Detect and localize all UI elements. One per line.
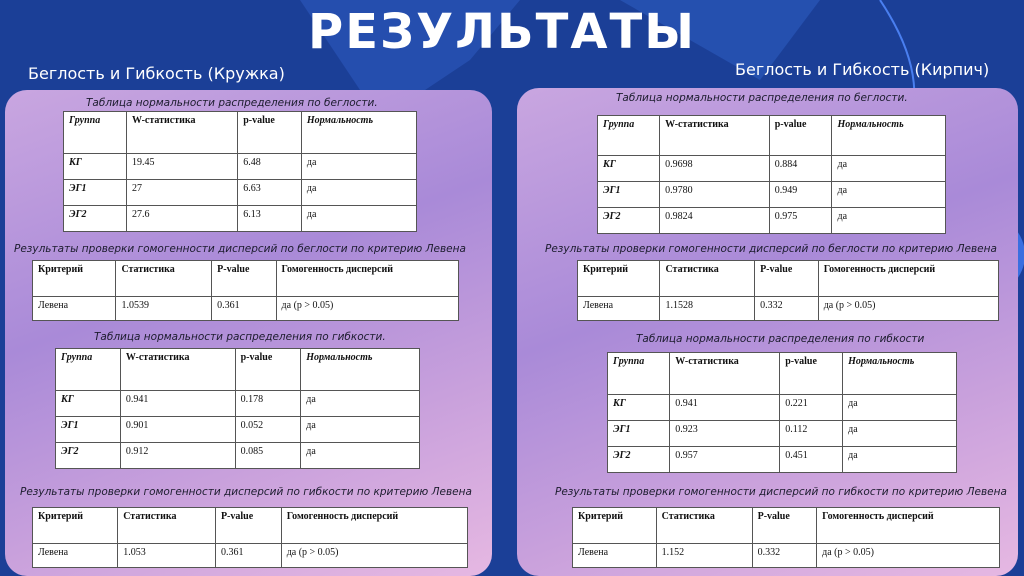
table-row (573, 544, 1000, 568)
table-cell: КГ (608, 395, 670, 421)
header-cell: P-value (215, 508, 281, 544)
table-cell: да (843, 395, 957, 421)
header-cell: Группа (56, 349, 121, 391)
table-cell: 27 (126, 180, 237, 206)
table-cell: 0.884 (769, 156, 832, 182)
table-row (56, 391, 420, 417)
header-cell: Нормальность (301, 349, 420, 391)
levene-table-flexibility-left (32, 507, 468, 568)
caption: Результаты проверки гомогенности дисперсий по гибкости по критерию Левена (20, 486, 472, 498)
levene-table-fluency-right (577, 260, 999, 321)
table-cell: 0.901 (120, 417, 235, 443)
table-cell: 0.052 (235, 417, 301, 443)
table-cell: да (843, 421, 957, 447)
normality-table-flexibility-right (607, 352, 957, 473)
header-cell: Гомогенность дисперсий (817, 508, 1000, 544)
table-cell: да (832, 208, 946, 234)
caption: Результаты проверки гомогенности дисперсий по гибкости по критерию Левена (555, 486, 1007, 498)
table-cell: 0.941 (120, 391, 235, 417)
header-cell: W-статистика (670, 353, 780, 395)
header-cell: Критерий (578, 261, 660, 297)
table-cell: да (301, 391, 420, 417)
levene-table-fluency-left (32, 260, 459, 321)
table-cell: ЭГ2 (608, 447, 670, 473)
header-cell: Гомогенность дисперсий (281, 508, 467, 544)
table-cell: 0.112 (780, 421, 843, 447)
table-cell: 1.1528 (660, 297, 755, 321)
header-cell: Группа (608, 353, 670, 395)
table-row (598, 208, 946, 234)
header-cell: W-статистика (126, 112, 237, 154)
table-cell: да (832, 156, 946, 182)
table-cell: ЭГ2 (64, 206, 127, 232)
table-cell: 6.48 (238, 154, 302, 180)
table-cell: 0.9780 (660, 182, 770, 208)
table-cell: да (p > 0.05) (818, 297, 998, 321)
table-cell: 0.451 (780, 447, 843, 473)
table-cell: ЭГ2 (598, 208, 660, 234)
header-cell: p-value (238, 112, 302, 154)
table-cell: ЭГ1 (56, 417, 121, 443)
table-row (56, 417, 420, 443)
table-cell: ЭГ1 (608, 421, 670, 447)
table-cell: 0.221 (780, 395, 843, 421)
table-cell: КГ (56, 391, 121, 417)
table-cell: 6.63 (238, 180, 302, 206)
header-cell: Нормальность (843, 353, 957, 395)
table-row (33, 297, 459, 321)
table-cell: Левена (33, 297, 116, 321)
table-cell: да (301, 154, 416, 180)
table-cell: 0.941 (670, 395, 780, 421)
header-cell: Критерий (33, 261, 116, 297)
table-row (608, 447, 957, 473)
caption: Таблица нормальности распределения по беглости. (86, 97, 378, 109)
header-cell: p-value (769, 116, 832, 156)
table-cell: да (843, 447, 957, 473)
header-cell: p-value (780, 353, 843, 395)
table-cell: 0.361 (212, 297, 276, 321)
header-cell: W-статистика (660, 116, 770, 156)
table-cell: 0.332 (752, 544, 817, 568)
table-row (578, 297, 999, 321)
caption: Таблица нормальности распределения по беглости. (616, 92, 908, 104)
caption: Таблица нормальности распределения по гибкости (636, 333, 925, 345)
table-cell: да (301, 417, 420, 443)
header-cell: P-value (212, 261, 276, 297)
caption: Таблица нормальности распределения по гибкости. (94, 331, 386, 343)
table-cell: 1.152 (656, 544, 752, 568)
table-row (598, 156, 946, 182)
table-cell: да (301, 206, 416, 232)
levene-table-flexibility-right (572, 507, 1000, 568)
table-cell: 0.975 (769, 208, 832, 234)
header-cell: Критерий (33, 508, 118, 544)
table-cell: 0.178 (235, 391, 301, 417)
table-cell: КГ (598, 156, 660, 182)
table-row (608, 421, 957, 447)
table-row (33, 544, 468, 568)
table-cell: да (p > 0.05) (281, 544, 467, 568)
table-cell: 0.332 (755, 297, 819, 321)
table-cell: да (p > 0.05) (276, 297, 458, 321)
header-cell: P-value (755, 261, 819, 297)
table-cell: ЭГ1 (598, 182, 660, 208)
header-cell: P-value (752, 508, 817, 544)
header-cell: Критерий (573, 508, 657, 544)
normality-table-flexibility-left (55, 348, 420, 469)
table-cell: 0.361 (215, 544, 281, 568)
header-cell: Статистика (656, 508, 752, 544)
header-cell: Статистика (660, 261, 755, 297)
table-cell: да (p > 0.05) (817, 544, 1000, 568)
header-cell: Нормальность (832, 116, 946, 156)
table-row (608, 395, 957, 421)
table-cell: 1.053 (118, 544, 216, 568)
table-cell: 0.9824 (660, 208, 770, 234)
left-subtitle: Беглость и Гибкость (Кружка) (28, 64, 285, 83)
table-cell: 6.13 (238, 206, 302, 232)
header-cell: Нормальность (301, 112, 416, 154)
header-cell: Гомогенность дисперсий (818, 261, 998, 297)
table-cell: 0.085 (235, 443, 301, 469)
table-cell: Левена (33, 544, 118, 568)
table-cell: 0.9698 (660, 156, 770, 182)
table-row (64, 206, 417, 232)
table-cell: 1.0539 (116, 297, 212, 321)
table-cell: 0.957 (670, 447, 780, 473)
table-cell: 19.45 (126, 154, 237, 180)
page-title: РЕЗУЛЬТАТЫ (308, 4, 696, 60)
table-cell: ЭГ2 (56, 443, 121, 469)
table-cell: 0.912 (120, 443, 235, 469)
caption: Результаты проверки гомогенности дисперсий по беглости по критерию Левена (545, 243, 997, 255)
table-cell: Левена (573, 544, 657, 568)
table-row (56, 443, 420, 469)
table-cell: 0.949 (769, 182, 832, 208)
header-cell: p-value (235, 349, 301, 391)
table-cell: да (301, 443, 420, 469)
table-cell: да (832, 182, 946, 208)
table-cell: 27.6 (126, 206, 237, 232)
header-cell: Группа (64, 112, 127, 154)
table-cell: КГ (64, 154, 127, 180)
header-cell: Статистика (118, 508, 216, 544)
table-cell: 0.923 (670, 421, 780, 447)
header-cell: Группа (598, 116, 660, 156)
table-row (64, 180, 417, 206)
table-cell: да (301, 180, 416, 206)
table-row (64, 154, 417, 180)
caption: Результаты проверки гомогенности дисперсий по беглости по критерию Левена (14, 243, 466, 255)
table-cell: Левена (578, 297, 660, 321)
table-cell: ЭГ1 (64, 180, 127, 206)
header-cell: Статистика (116, 261, 212, 297)
normality-table-fluency-right (597, 115, 946, 234)
header-cell: Гомогенность дисперсий (276, 261, 458, 297)
normality-table-fluency-left (63, 111, 417, 232)
header-cell: W-статистика (120, 349, 235, 391)
table-row (598, 182, 946, 208)
right-subtitle: Беглость и Гибкость (Кирпич) (735, 60, 990, 79)
